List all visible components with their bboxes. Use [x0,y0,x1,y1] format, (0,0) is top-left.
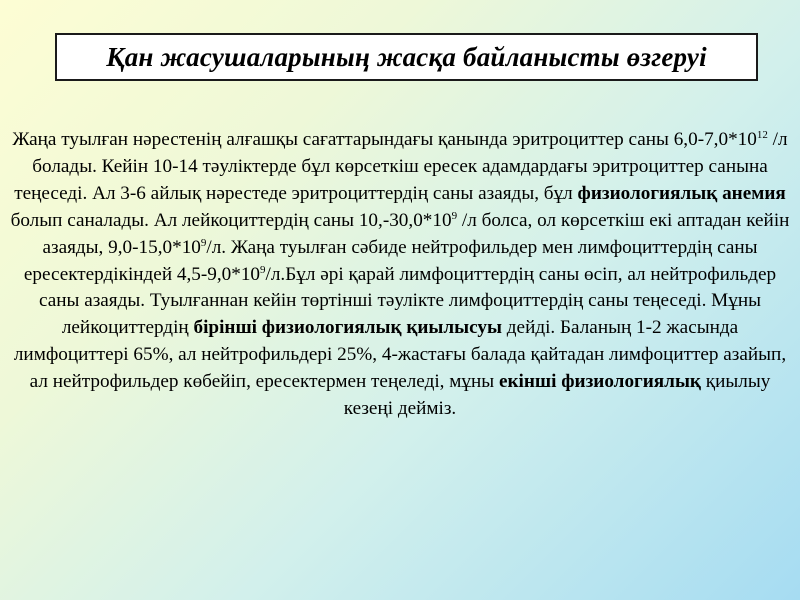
body-paragraph [8,127,792,423]
text-segment: /л болса, ол көрсеткіш екі аптадан кейін азаяды, 9,0-15,0*10 [42,209,790,258]
text-segment: дейді. Баланың 1-2 жасында лимфоциттері 65%, ал нейтрофильдері 25%, 4-жастағы балада қайтадан лимфоциттер азайып, ал нейтрофильдер көбейіп, ересектермен теңеледі, мұны [13,317,787,393]
text-segment: Жаңа туылған нәрестенің алғашқы сағаттарындағы қанында эритроциттер саны 6,0-7,0*10 [12,129,757,150]
bold-term-second-physiological: екінші физиологиялық [498,371,701,393]
text-segment: /л болады. Кейін 10-14 тәуліктерде бұл көрсеткіш ересек адамдардағы эритроциттер санына теңеседі. Ал 3-6 айлық нәрестеде эритроциттердің саны азаяды, бұл [14,129,788,204]
exponent: 12 [756,129,768,141]
text-segment: болып саналады. Ал лейкоциттердің саны 10,-30,0*10 [10,209,452,231]
slide-title: Қан жасушаларының жасқа байланысты өзгеруі [106,41,707,72]
text-segment: қиылыу кезеңі дейміз. [343,371,771,420]
exponent: 9 [200,236,207,249]
exponent: 9 [260,263,266,276]
text-segment: /л.Бұл әрі қарай лимфоциттердің саны өсіп, ал нейтрофильдер саны азаяды. Туылғаннан кейін төртінші тәулікте лимфоциттердің саны теңеседі. Мұны лейкоциттердің [38,263,777,339]
bold-term-physiological-anemia: физиологиялық анемия [577,182,786,204]
bold-term-first-crossover: бірінші физиологиялық қиылысуы [193,317,502,339]
text-segment: /л. Жаңа туылған сәбиде нейтрофильдер мен лимфоциттердің саны ересектердікіндей 4,5-9,0*10 [23,236,758,285]
paragraph-text [8,127,792,423]
exponent: 9 [451,209,458,222]
title-box [55,33,758,81]
